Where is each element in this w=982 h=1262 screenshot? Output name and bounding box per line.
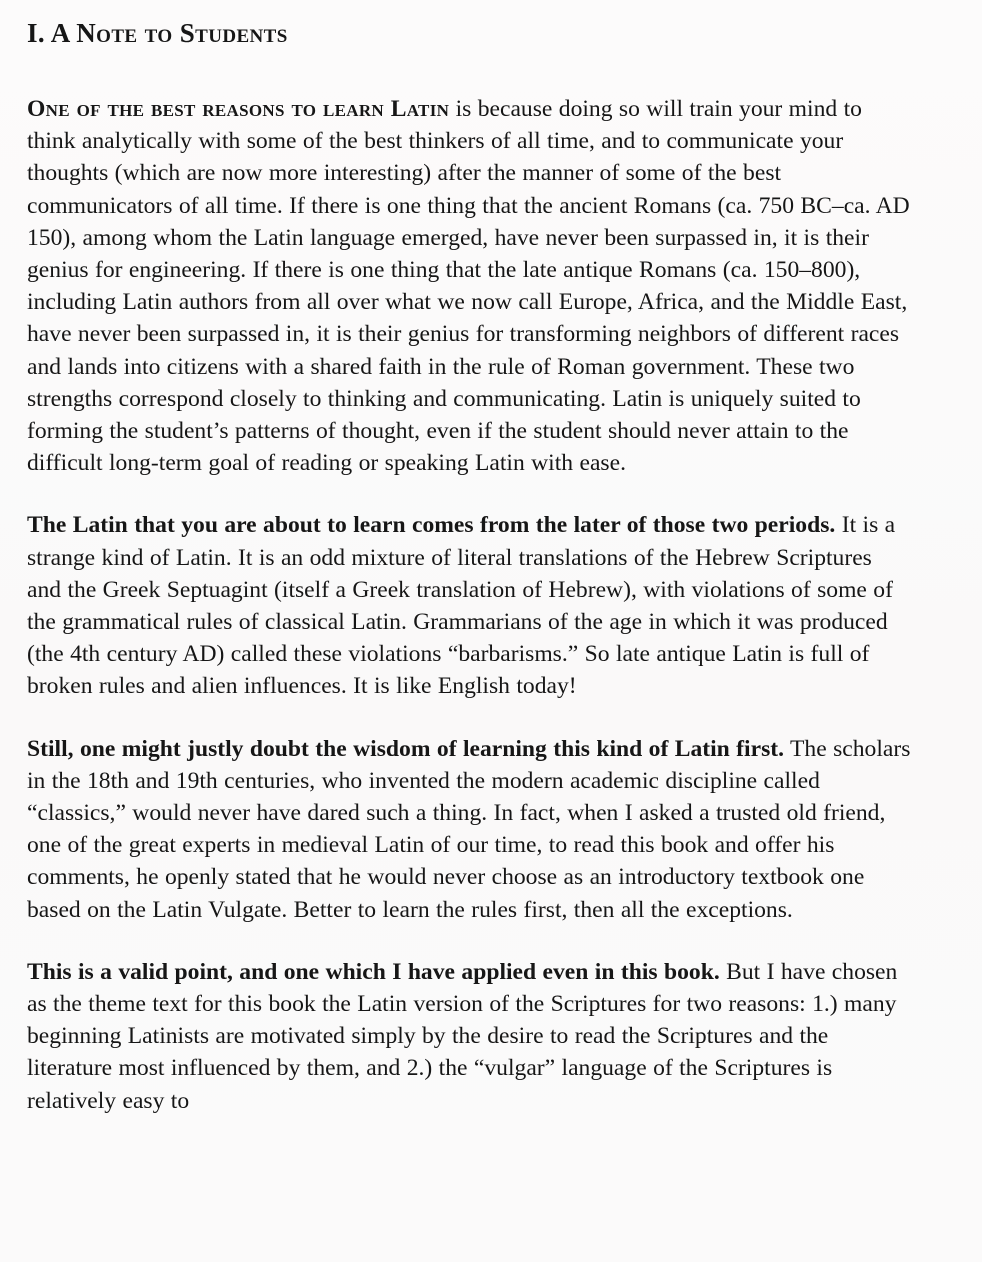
paragraph-three-lead: Still, one might justly doubt the wisdom of learning this kind of Latin first. (27, 735, 785, 762)
paragraph-four-body: But I have chosen as the theme text for this book the Latin version of the Scriptures for two reasons: 1.) many beginning Latinists are motivated simply by the desire to read the Scriptures and the literature most influenced by them, and 2.) the “vulgar” language of the Scriptures is relatively easy to (27, 958, 898, 1114)
paragraph-two (27, 509, 912, 702)
paragraph-three-body: The scholars in the 18th and 19th centuries, who invented the modern academic discipline called “classics,” would never have dared such a thing. In fact, when I asked a trusted old friend, one of the great experts in medieval Latin of our time, to read this book and offer his comments, he openly stated that he would never choose as an introductory textbook one based on the Latin Vulgate. Better to learn the rules first, then all the exceptions. (27, 735, 911, 923)
paragraph-one (27, 93, 912, 479)
paragraph-four (27, 956, 912, 1117)
paragraph-four-lead: This is a valid point, and one which I have applied even in this book. (27, 958, 720, 985)
paragraph-two-body: It is a strange kind of Latin. It is an odd mixture of literal translations of the Hebrew Scriptures and the Greek Septuagint (itself a Greek translation of Hebrew), with violations of some of the grammatical rules of classical Latin. Grammarians of the age in which it was produced (the 4th century AD) called these violations “barbarisms.” So late antique Latin is full of broken rules and alien influences. It is like English today! (27, 512, 896, 700)
paragraph-two-lead: The Latin that you are about to learn comes from the later of those two periods. (27, 512, 836, 539)
paragraph-three (27, 733, 912, 926)
page-title: I. A Note to Students (27, 18, 288, 48)
paragraph-one-body: is because doing so will train your mind to think analytically with some of the best thinkers of all time, and to communicate your thoughts (which are now more interesting) after the manner of some of the best communicators of all time. If there is one thing that the ancient Romans (ca. 750 BC–ca. AD 150), among whom the Latin language emerged, have never been surpassed in, it is their genius for engineering. If there is one thing that the late antique Romans (ca. 150–800), including Latin authors from all over what we now call Europe, Africa, and the Middle East, have never been surpassed in, it is their genius for transforming neighbors of different races and lands into citizens with a shared faith in the rule of Roman government. These two strengths correspond closely to thinking and communicating. Latin is uniquely suited to forming the student’s patterns of thought, even if the student should never attain to the difficult long-term goal of reading or speaking Latin with ease. (27, 96, 910, 477)
paragraph-one-lead: One of the best reasons to learn Latin (27, 96, 450, 122)
